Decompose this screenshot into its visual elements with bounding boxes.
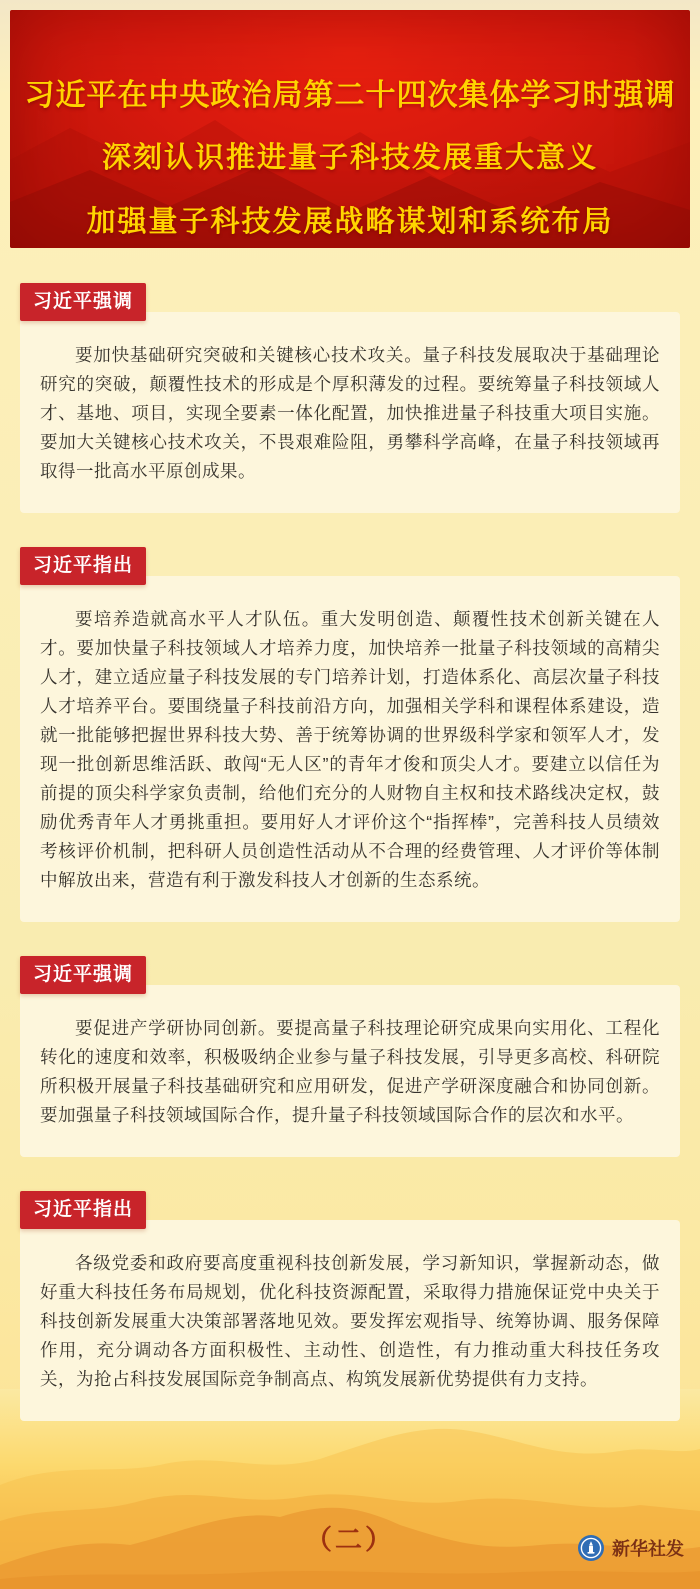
section-1-quote-box bbox=[20, 312, 680, 513]
agency-credit-label: 新华社发 bbox=[612, 1539, 684, 1559]
section-4-badge: 习近平指出 bbox=[20, 1191, 146, 1229]
quote-section-3 bbox=[20, 956, 680, 1157]
section-4-quote-box bbox=[20, 1220, 680, 1421]
section-1-quote-text: 要加快基础研究突破和关键核心技术攻关。量子科技发展取决于基础理论研究的突破，颠覆性技术的形成是个厚积薄发的过程。要统筹量子科技领域人才、基地、项目，实现全要素一体化配置，加快推进量子科技重大项目实施。要加大关键核心技术攻关，不畏艰难险阻，勇攀科学高峰，在量子科技领域再取得一批高水平原创成果。 bbox=[40, 345, 660, 481]
section-3-badge: 习近平强调 bbox=[20, 956, 146, 994]
section-1-badge: 习近平强调 bbox=[20, 283, 146, 321]
banner-title bbox=[10, 10, 690, 240]
quote-section-1 bbox=[20, 283, 680, 513]
section-3-quote-text: 要促进产学研协同创新。要提高量子科技理论研究成果向实用化、工程化转化的速度和效率，积极吸纳企业参与量子科技发展，引导更多高校、科研院所积极开展量子科技基础研究和应用研发，促进产学研深度融合和协同创新。要加强量子科技领域国际合作，提升量子科技领域国际合作的层次和水平。 bbox=[40, 1018, 660, 1125]
quote-section-4 bbox=[20, 1191, 680, 1421]
agency-credit bbox=[578, 1535, 684, 1561]
section-2-badge: 习近平指出 bbox=[20, 547, 146, 585]
section-3-quote-box bbox=[20, 985, 680, 1157]
xinhua-logo-icon bbox=[578, 1535, 604, 1561]
section-4-quote-text: 各级党委和政府要高度重视科技创新发展，学习新知识，掌握新动态，做好重大科技任务布局规划，优化科技资源配置，采取得力措施保证党中央关于科技创新发展重大决策部署落地见效。要发挥宏观指导、统筹协调、服务保障作用，充分调动各方面积极性、主动性、创造性，有力推动重大科技任务攻关，为抢占科技发展国际竞争制高点、构筑发展新优势提供有力支持。 bbox=[40, 1253, 660, 1389]
page-number: （二） bbox=[305, 1525, 395, 1555]
banner-title-line-2: 深刻认识推进量子科技发展重大意义 bbox=[101, 142, 598, 174]
section-2-quote-box bbox=[20, 576, 680, 922]
quote-section-2 bbox=[20, 547, 680, 922]
section-2-quote-text: 要培养造就高水平人才队伍。重大发明创造、颠覆性技术创新关键在人才。要加快量子科技领域人才培养力度，加快培养一批量子科技领域的高精尖人才，建立适应量子科技发展的专门培养计划，打造体系化、高层次量子科技人才培养平台。要围绕量子科技前沿方向，加强相关学科和课程体系建设，造就一批能够把握世界科技大势、善于统筹协调的世界级科学家和领军人才，发现一批创新思维活跃、敢闯“无人区”的青年才俊和顶尖人才。要建立以信任为前提的顶尖科学家负责制，给他们充分的人财物自主权和技术路线决定权，鼓励优秀青年人才勇挑重担。要用好人才评价这个“指挥棒”，完善科技人员绩效考核评价机制，把科研人员创造性活动从不合理的经费管理、人才评价等体制中解放出来，营造有利于激发科技人才创新的生态系统。 bbox=[40, 609, 660, 890]
banner-title-line-3: 加强量子科技发展战略谋划和系统布局 bbox=[86, 206, 614, 238]
banner-title-line-1: 习近平在中央政治局第二十四次集体学习时强调 bbox=[24, 79, 676, 112]
quote-sections bbox=[0, 283, 700, 1421]
header-banner bbox=[10, 10, 690, 248]
